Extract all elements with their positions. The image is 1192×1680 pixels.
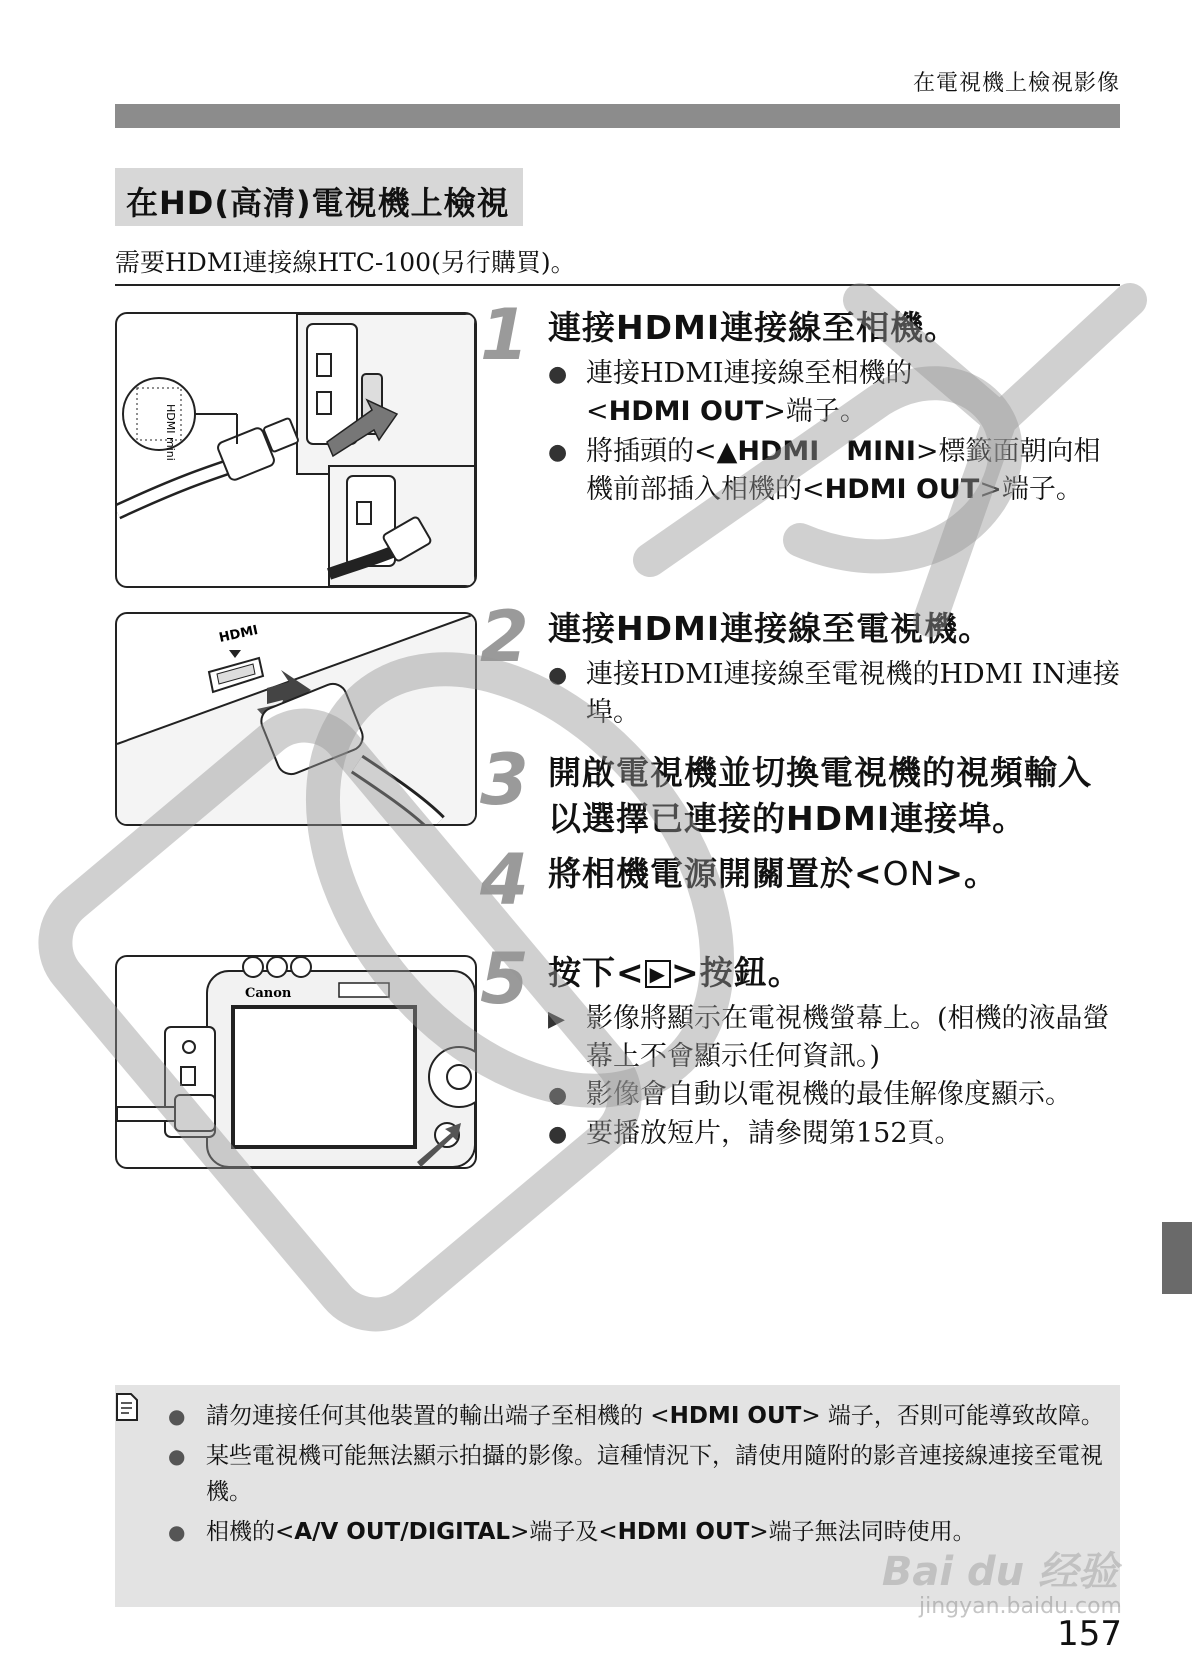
list-item: ● 某些電視機可能無法顯示拍攝的影像。這種情況下，請使用隨附的影音連接線連接至電視機。	[168, 1438, 1108, 1510]
camera-brand-label: Canon	[245, 986, 292, 1001]
list-item: ● 要播放短片，請參閱第152頁。	[548, 1115, 1120, 1154]
baidu-watermark-logo: Bai du 经验	[881, 1549, 1118, 1595]
tv-port-illustration	[115, 612, 477, 826]
step-title: 將相機電源開關置於<ON>。	[548, 854, 998, 893]
divider	[115, 284, 1120, 286]
bullet-icon: ●	[548, 440, 568, 465]
bullet-icon: ●	[168, 1444, 186, 1468]
step-title: 按下< ▶ >按鈕。	[548, 953, 802, 992]
bullet-icon: ●	[548, 663, 568, 688]
list-item: ● 影像會自動以電視機的最佳解像度顯示。	[548, 1076, 1120, 1115]
step-bullets	[548, 656, 1120, 732]
step-title: 連接HDMI連接線至相機。	[548, 308, 959, 347]
camera-port-illustration	[115, 312, 477, 588]
step-number: 5	[480, 938, 529, 1020]
hdmi-logo: HDMI	[217, 623, 260, 646]
bullet-icon: ●	[548, 1083, 568, 1108]
playback-icon: ▶	[645, 960, 671, 988]
bullet-icon: ●	[168, 1520, 186, 1544]
list-item: ● 請勿連接任何其他裝置的輸出端子至相機的 <HDMI OUT> 端子，否則可能導致故障。	[168, 1398, 1108, 1434]
arrow-icon: ▶	[548, 1007, 565, 1032]
list-item: ● 連接HDMI連接線至電視機的HDMI IN連接埠。	[548, 656, 1120, 732]
step-title: 連接HDMI連接線至電視機。	[548, 609, 993, 648]
note-list	[168, 1398, 1108, 1550]
section-title: 在HD(高清)電視機上檢視	[126, 184, 510, 222]
step-number: 4	[480, 839, 529, 921]
baidu-watermark-url: jingyan.baidu.com	[918, 1594, 1122, 1619]
header-bar	[115, 104, 1120, 128]
page-number: 157	[1057, 1614, 1122, 1654]
list-item: ▶ 影像將顯示在電視機螢幕上。(相機的液晶螢幕上不會顯示任何資訊。)	[548, 1000, 1120, 1076]
hdmi-mini-label: HDMI mini	[164, 404, 177, 461]
chapter-tab	[1162, 1222, 1192, 1294]
bullet-icon: ●	[168, 1404, 186, 1428]
step-bullets	[548, 1000, 1120, 1154]
step-number: 3	[480, 739, 529, 821]
step-title: 開啟電視機並切換電視機的視頻輸入 以選擇已連接的HDMI連接埠。	[548, 753, 1092, 838]
camera-back-illustration	[115, 955, 477, 1169]
list-item: ● 相機的<A/V OUT/DIGITAL>端子及<HDMI OUT>端子無法同時使用。	[168, 1514, 1108, 1550]
step-bullets	[548, 355, 1120, 509]
step-number: 1	[480, 294, 529, 376]
bullet-icon: ●	[548, 362, 568, 387]
bullet-icon: ●	[548, 1122, 568, 1147]
note-icon	[115, 1392, 139, 1422]
running-header: 在電視機上檢視影像	[912, 71, 1120, 96]
list-item: ● 將插頭的<▲HDMI MINI>標籤面朝向相機前部插入相機的<HDMI OUT>端子。	[548, 433, 1120, 509]
step-number: 2	[480, 596, 529, 678]
requirement-text: 需要HDMI連接線HTC-100(另行購買)。	[115, 248, 576, 277]
list-item: ● 連接HDMI連接線至相機的 <HDMI OUT>端子。	[548, 355, 1120, 431]
